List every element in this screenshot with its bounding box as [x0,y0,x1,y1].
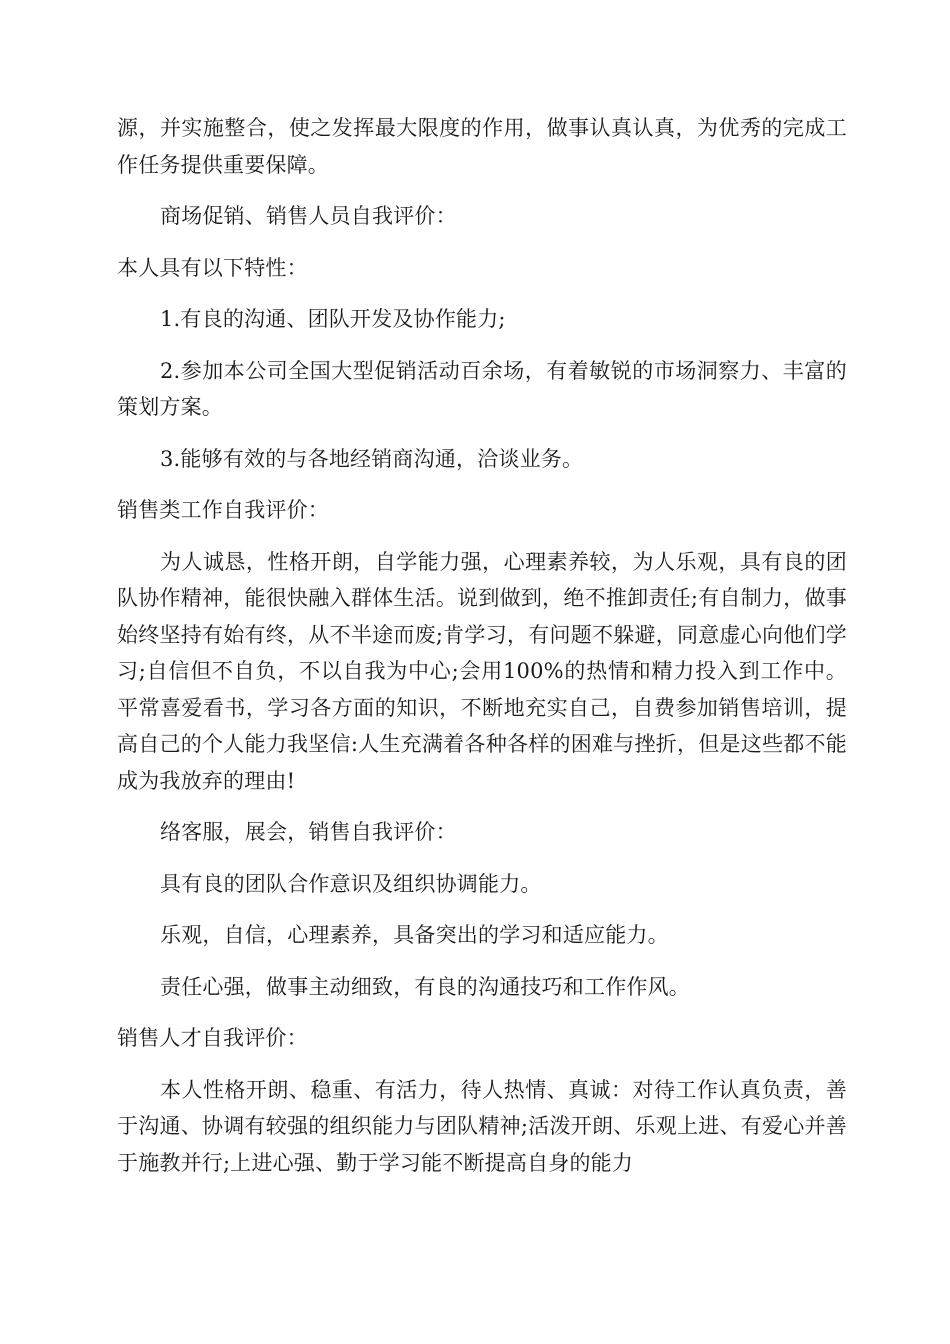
list-item-2: 2.参加本公司全国大型促销活动百余场，有着敏锐的市场洞察力、丰富的策划方案。 [117,358,847,419]
heading-sales-talent-evaluation: 销售人才自我评价： [117,1026,308,1050]
list-item-1: 1.有良的沟通、团队开发及协作能力; [160,307,506,331]
list-item-3: 3.能够有效的与各地经销商沟通，洽谈业务。 [160,446,584,471]
paragraph-continuation: 源，并实施整合，使之发挥最大限度的作用，做事认真认真，为优秀的完成工作任务提供重要保障。 [117,116,847,177]
heading-sales-work-evaluation: 销售类工作自我评价： [117,498,329,522]
document-body [117,110,847,1181]
heading-mall-promotion-evaluation: 商场促销、销售人员自我评价： [160,204,457,228]
paragraph-teamwork: 具有良的团队合作意识及组织协调能力。 [160,871,542,896]
paragraph-responsibility: 责任心强，做事主动细致，有良的沟通技巧和工作作风。 [160,974,690,999]
paragraph-traits-intro: 本人具有以下特性： [117,255,308,280]
paragraph-sales-talent-body: 本人性格开朗、稳重、有活力，待人热情、真诚：对待工作认真负责，善于沟通、协调有较强的组织能力与团队精神;活泼开朗、乐观上进、有爱心并善于施教并行;上进心强、勤于学习能不断提高自身的能力 [117,1077,847,1175]
paragraph-sales-work-body: 为人诚恳，性格开朗，自学能力强，心理素养较，为人乐观，具有良的团队协作精神，能很快融入群体生活。说到做到，绝不推卸责任;有自制力，做事始终坚持有始有终，从不半途而废;肯学习，有问题不躲避，同意虚心向他们学习;自信但不自负，不以自我为中心;会用100%的热情和精力投入到工作中。平常喜爱看书，学习各方面的知识，不断地充实自己，自费参加销售培训，提高自己的个人能力我坚信:人生充满着各种各样的困难与挫折，但是这些都不能成为我放弃的理由! [117,549,847,793]
paragraph-optimism: 乐观，自信，心理素养，具备突出的学习和适应能力。 [160,923,669,947]
heading-customer-service-evaluation: 络客服，展会，销售自我评价： [160,820,457,844]
